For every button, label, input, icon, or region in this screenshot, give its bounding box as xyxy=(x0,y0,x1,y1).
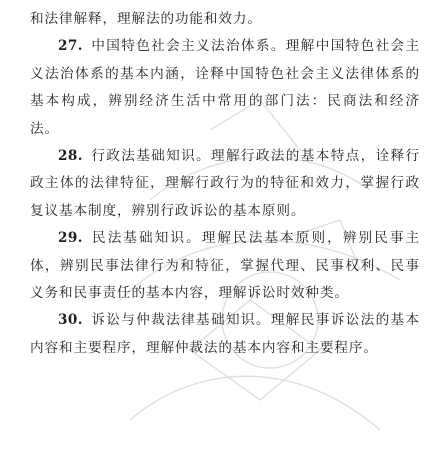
paragraph-text: 诉讼与仲裁法律基础知识。理解民事诉讼法的基本内容和主要程序，理解仲裁法的基本内容和主要程序。 xyxy=(30,312,420,356)
paragraph-text: 中国特色社会主义法治体系。理解中国特色社会主义法治体系的基本内涵，诠释中国特色社会主义法律体系的基本构成，辨别经济生活中常用的部门法：民商法和经济法。 xyxy=(30,38,420,137)
document-body xyxy=(30,6,420,362)
paragraph-item-27 xyxy=(30,33,420,143)
paragraph-text: 民法基础知识。理解民法基本原则，辨别民事主体，辨别民事法律行为和特征，掌握代理、民事权利、民事义务和民事责任的基本内容，理解诉讼时效种类。 xyxy=(30,230,420,302)
paragraph-item-30 xyxy=(30,307,420,362)
item-number: 30. xyxy=(58,312,83,329)
paragraph-text: 和法律解释，理解法的功能和效力。 xyxy=(30,11,262,27)
paragraph-item-28 xyxy=(30,143,420,225)
paragraph-item-29 xyxy=(30,225,420,307)
item-number: 27. xyxy=(58,38,83,55)
paragraph-continuation xyxy=(30,6,420,33)
item-number: 28. xyxy=(58,148,83,165)
item-number: 29. xyxy=(58,230,83,247)
paragraph-text: 行政法基础知识。理解行政法的基本特点，诠释行政主体的法律特征，理解行政行为的特征和效力，掌握行政复议基本制度，辨别行政诉讼的基本原则。 xyxy=(30,148,420,219)
